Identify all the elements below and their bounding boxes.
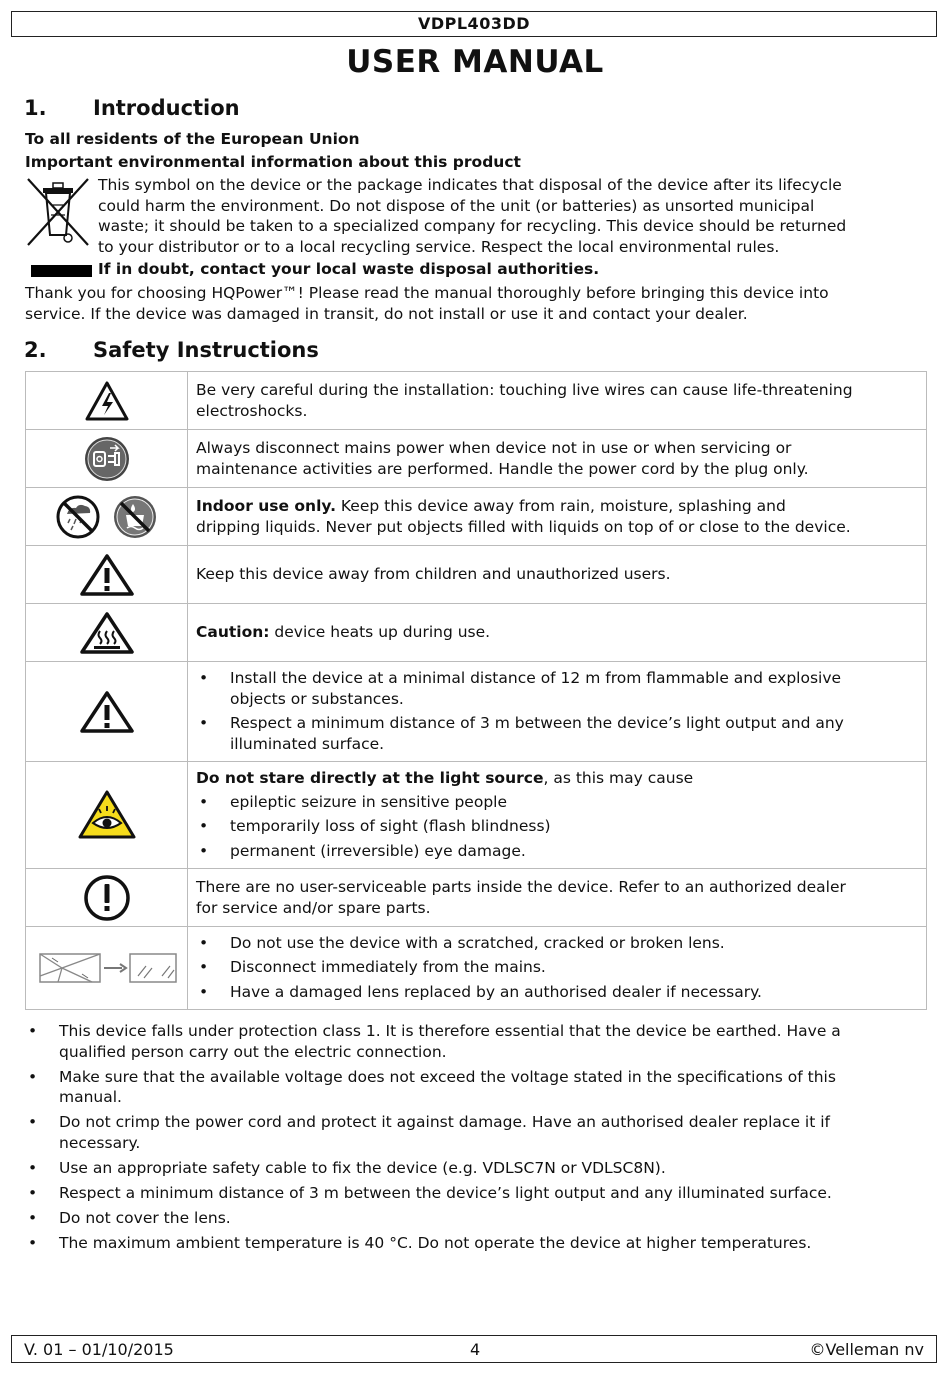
safety-icon-cell [26, 662, 188, 762]
safety-text: device heats up during use. [269, 623, 491, 642]
list-item: • The maximum ambient temperature is 40 °C. Do not operate the device at higher temperatures. [25, 1233, 925, 1254]
hot-surface-icon [79, 611, 135, 655]
list-item: • Use an appropriate safety cable to fix the device (e.g. VDLSC7N or VDLSC8N). [25, 1158, 925, 1179]
safety-icon-cell [26, 488, 188, 546]
bullet-line: • Respect a minimum distance of 3 m between the device’s light output and any [230, 714, 844, 732]
list-item: • Do not use the device with a scratched, cracked or broken lens. [196, 933, 916, 954]
safety-icon-cell [26, 927, 188, 1010]
safety-text-cell [188, 604, 927, 662]
list-item [196, 713, 916, 754]
weee-line: to your distributor or to a local recycling service. Respect the local environmental rules. [98, 237, 780, 256]
general-safety-list [25, 1021, 925, 1258]
thanks-line: service. If the device was damaged in transit, do not install or use it and contact your dealer. [25, 304, 748, 323]
broken-lens-icon [32, 948, 182, 988]
list-item [196, 668, 916, 709]
safety-text-cell [188, 869, 927, 927]
electric-hazard-icon [85, 381, 129, 421]
safety-bullet-list [196, 792, 916, 862]
attention-icon [83, 874, 131, 922]
list-item [25, 1112, 925, 1153]
safety-line [196, 768, 916, 789]
weee-line: This symbol on the device or the package indicates that disposal of the device after its lifecycle [98, 176, 842, 194]
safety-line [196, 496, 916, 517]
crossed-bin-icon [24, 177, 92, 249]
version-date: V. 01 – 01/10/2015 [24, 1340, 174, 1359]
list-item [25, 1021, 925, 1062]
safety-line: for service and/or spare parts. [196, 898, 431, 917]
list-item: • Respect a minimum distance of 3 m between the device’s light output and any illuminated surface. [25, 1183, 925, 1204]
thanks-paragraph [25, 283, 925, 324]
eu-heading: To all residents of the European Union [25, 130, 360, 148]
list-item: • Do not cover the lens. [25, 1208, 925, 1229]
document-title: USER MANUAL [346, 44, 604, 80]
safety-line: There are no user-serviceable parts inside the device. Refer to an authorized dealer [196, 878, 846, 896]
section-number: 1. [24, 96, 47, 120]
safety-bold-text: Indoor use only. [196, 497, 336, 515]
safety-text-cell [188, 372, 927, 430]
safety-row [26, 604, 927, 662]
thanks-line: Thank you for choosing HQPower™! Please read the manual thoroughly before bringing this device into [25, 284, 829, 302]
safety-line: Always disconnect mains power when device not in use or when servicing or [196, 439, 792, 457]
safety-line: electroshocks. [196, 401, 308, 420]
safety-row [26, 430, 927, 488]
list-item: • epileptic seizure in sensitive people [196, 792, 916, 813]
section-1-heading [24, 96, 240, 120]
safety-bold-text: Caution: [196, 623, 270, 642]
safety-line [196, 622, 916, 643]
section-title: Introduction [93, 96, 240, 120]
section-2-heading [24, 338, 319, 362]
indoor-use-icon [55, 494, 159, 540]
safety-line: Keep this device away from children and unauthorized users. [196, 565, 671, 584]
safety-icon-cell [26, 372, 188, 430]
safety-icon-cell [26, 546, 188, 604]
safety-icon-cell [26, 430, 188, 488]
page-footer [11, 1335, 937, 1363]
safety-row [26, 488, 927, 546]
eye-hazard-icon [77, 789, 137, 841]
safety-row [26, 869, 927, 927]
safety-text-cell [188, 762, 927, 869]
safety-bold-text: Do not stare directly at the light source [196, 769, 544, 787]
list-item: • temporarily loss of sight (flash blindness) [196, 816, 916, 837]
safety-text: Keep this device away from rain, moisture, splashing and [335, 497, 786, 515]
safety-text: , as this may cause [543, 769, 694, 787]
list-item [25, 1067, 925, 1108]
black-bar-decoration [31, 265, 92, 277]
safety-table [25, 371, 927, 1010]
disconnect-power-icon [84, 436, 130, 482]
bullet-line: qualified person carry out the electric connection. [59, 1042, 447, 1061]
warning-icon [79, 553, 135, 597]
safety-line: dripping liquids. Never put objects filled with liquids on top of or close to the device. [196, 517, 851, 536]
bullet-line: • Make sure that the available voltage does not exceed the voltage stated in the specifications of this [59, 1067, 836, 1086]
doubt-notice: If in doubt, contact your local waste disposal authorities. [98, 260, 600, 278]
bullet-line: • Install the device at a minimal distance of 12 m from flammable and explosive [230, 669, 842, 687]
safety-bullet-list [196, 668, 916, 754]
safety-line: maintenance activities are performed. Handle the power cord by the plug only. [196, 459, 809, 478]
safety-line: Be very careful during the installation: touching live wires can cause life-threatening [196, 381, 853, 399]
page-number: 4 [470, 1340, 481, 1359]
weee-paragraph [98, 175, 928, 257]
env-heading: Important environmental information about this product [25, 153, 521, 171]
safety-icon-cell [26, 869, 188, 927]
weee-line: could harm the environment. Do not dispose of the unit (or batteries) as unsorted municipal [98, 196, 815, 215]
bullet-line: • This device falls under protection class 1. It is therefore essential that the device be earthed. Have a [59, 1022, 841, 1040]
weee-line: waste; it should be taken to a specialized company for recycling. This device should be returned [98, 217, 847, 235]
safety-row [26, 546, 927, 604]
bullet-line: manual. [59, 1088, 122, 1106]
safety-row [26, 372, 927, 430]
safety-text-cell [188, 488, 927, 546]
section-title: Safety Instructions [93, 338, 319, 362]
safety-text-cell [188, 662, 927, 762]
safety-row [26, 662, 927, 762]
bullet-line: illuminated surface. [230, 734, 385, 753]
safety-text-cell [188, 546, 927, 604]
header-model: VDPL403DD [11, 11, 937, 37]
section-number: 2. [24, 338, 47, 362]
bullet-line: objects or substances. [230, 689, 404, 708]
safety-icon-cell [26, 604, 188, 662]
list-item: • Have a damaged lens replaced by an authorised dealer if necessary. [196, 982, 916, 1003]
copyright: ©Velleman nv [809, 1340, 924, 1359]
safety-text-cell [188, 927, 927, 1010]
list-item: • Disconnect immediately from the mains. [196, 957, 916, 978]
bullet-line: necessary. [59, 1133, 141, 1152]
safety-text-cell [188, 430, 927, 488]
safety-row [26, 927, 927, 1010]
safety-icon-cell [26, 762, 188, 869]
list-item: • permanent (irreversible) eye damage. [196, 841, 916, 862]
warning-icon [79, 690, 135, 734]
safety-bullet-list [196, 933, 916, 1003]
bullet-line: • Do not crimp the power cord and protect it against damage. Have an authorised dealer replace it if [59, 1113, 830, 1131]
safety-row [26, 762, 927, 869]
